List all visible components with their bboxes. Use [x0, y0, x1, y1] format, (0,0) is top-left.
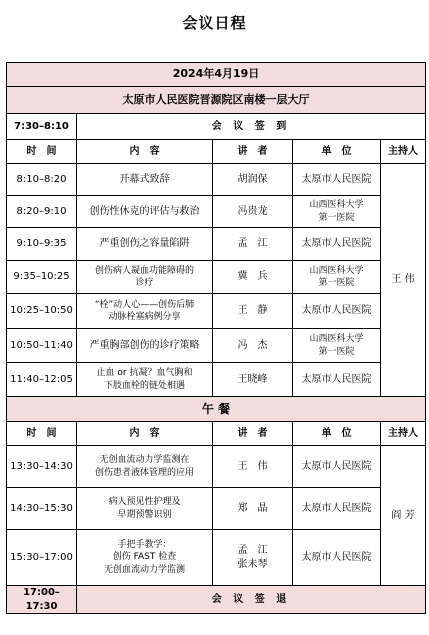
cell-line: 太原市人民医院: [301, 551, 372, 563]
cell-line: 郑 晶: [237, 502, 268, 514]
cell-line: 手把手教学：: [117, 540, 172, 551]
session-content: [77, 488, 213, 530]
cell-line: 动脉栓塞病例分享: [108, 312, 181, 322]
page-title: 会议日程: [182, 14, 247, 32]
session-unit: [293, 446, 381, 488]
cell-line: 第一医院: [318, 278, 355, 288]
session-unit: [293, 164, 381, 196]
cell-line: 第一医院: [318, 212, 355, 223]
lunch-row: [7, 397, 426, 422]
afternoon-header-row: [7, 422, 426, 446]
session-content: [77, 294, 213, 329]
session-speaker: [213, 329, 293, 363]
session-row: [7, 164, 426, 196]
cell-line: 无创血流动力学监测在: [99, 455, 190, 466]
cell-line: 病人预见性护理及: [108, 497, 181, 508]
cell-line: 诊疗: [135, 278, 154, 288]
session-row: [7, 488, 426, 530]
header-content: 内 容: [77, 140, 213, 164]
checkin-label: 会 议 签 到: [77, 114, 426, 140]
cell-line: 太原市人民医院: [301, 305, 372, 317]
cell-line: 太原市人民医院: [301, 460, 372, 472]
lunch-cell: 午 餐: [7, 397, 426, 422]
session-speaker: [213, 294, 293, 329]
session-speaker: [213, 196, 293, 228]
cell-line: 下肢血栓的链处相遇: [103, 380, 185, 391]
cell-line: 创伤 FAST 检查: [112, 552, 177, 563]
session-unit: [293, 329, 381, 363]
session-time: 15:30–17:00: [7, 530, 77, 586]
session-content: [77, 196, 213, 228]
session-content: [77, 329, 213, 363]
cell-line: 创伤性休克的评估与救治: [89, 205, 200, 217]
cell-line: 严重胸部创伤的诊疗策略: [89, 339, 200, 351]
venue-cell: 太原市人民医院晋源院区南楼一层大厅: [7, 87, 426, 114]
cell-line: 严重创伤之容量陷阱: [99, 238, 190, 250]
morning-header-row: [7, 140, 426, 164]
session-speaker: [213, 228, 293, 261]
cell-line: 止血 or 抗凝？血气胸和: [96, 368, 193, 379]
cell-line: 无创血流动力学监测: [103, 564, 185, 575]
session-row: [7, 363, 426, 397]
checkin-row: [7, 114, 426, 140]
session-unit: [293, 294, 381, 329]
session-unit: [293, 530, 381, 586]
session-time: 10:50–11:40: [7, 329, 77, 363]
session-unit: [293, 363, 381, 397]
cell-line: 孟 江: [237, 238, 268, 250]
header-unit: 单 位: [293, 422, 381, 446]
cell-line: 山西医科大学: [309, 334, 364, 345]
schedule-table: [6, 62, 426, 614]
cell-line: 第一医院: [318, 346, 355, 357]
session-unit: [293, 261, 381, 294]
date-cell: 2024年4月19日: [7, 63, 426, 87]
cell-line: 孟 江: [237, 545, 268, 556]
checkout-label: 会 议 签 退: [77, 586, 426, 614]
cell-line: 早期预警识别: [117, 509, 172, 520]
checkout-time: 17:00–17:30: [7, 586, 77, 614]
cell-line: 王 静: [237, 305, 268, 317]
session-row: [7, 294, 426, 329]
session-time: 8:10–8:20: [7, 164, 77, 196]
header-unit: 单 位: [293, 140, 381, 164]
header-host: 主持人: [381, 422, 426, 446]
session-unit: [293, 196, 381, 228]
session-content: [77, 446, 213, 488]
session-content: [77, 164, 213, 196]
venue-row: [7, 87, 426, 114]
header-time: 时 间: [7, 422, 77, 446]
session-host: 王 伟: [381, 164, 426, 397]
session-row: [7, 329, 426, 363]
session-time: 13:30–14:30: [7, 446, 77, 488]
cell-line: “栓”动人心——创伤后肺: [94, 299, 195, 310]
cell-line: 王 伟: [237, 460, 268, 472]
header-content: 内 容: [77, 422, 213, 446]
session-content: [77, 228, 213, 261]
checkout-row: [7, 586, 426, 614]
cell-line: 王晓峰: [237, 373, 268, 385]
cell-line: 冯 杰: [237, 339, 268, 351]
session-content: [77, 261, 213, 294]
cell-line: 太原市人民医院: [301, 238, 372, 250]
session-speaker: [213, 261, 293, 294]
cell-line: 太原市人民医院: [301, 173, 372, 185]
session-unit: [293, 488, 381, 530]
session-speaker: [213, 164, 293, 196]
header-speaker: 讲 者: [213, 140, 293, 164]
session-time: 9:10–9:35: [7, 228, 77, 261]
session-speaker: [213, 363, 293, 397]
cell-line: 创伤患者液体管理的应用: [94, 467, 194, 478]
cell-line: 张未琴: [237, 558, 268, 570]
session-row: [7, 261, 426, 294]
cell-line: 太原市人民医院: [301, 502, 372, 514]
cell-line: 山西医科大学: [309, 265, 364, 276]
session-time: 9:35–10:25: [7, 261, 77, 294]
header-speaker: 讲 者: [213, 422, 293, 446]
session-unit: [293, 228, 381, 261]
cell-line: 冯贵龙: [237, 205, 268, 217]
session-time: 14:30–15:30: [7, 488, 77, 530]
cell-line: 开幕式致辞: [119, 173, 170, 185]
session-content: [77, 530, 213, 586]
header-time: 时 间: [7, 140, 77, 164]
session-row: [7, 530, 426, 586]
session-speaker: [213, 488, 293, 530]
header-host: 主持人: [381, 140, 426, 164]
cell-line: 冀 兵: [237, 271, 268, 283]
session-time: 10:25–10:50: [7, 294, 77, 329]
session-time: 11:40–12:05: [7, 363, 77, 397]
cell-line: 山西医科大学: [309, 200, 364, 211]
session-row: [7, 228, 426, 261]
session-speaker: [213, 446, 293, 488]
cell-line: 胡润保: [237, 173, 268, 185]
checkin-time: 7:30–8:10: [7, 114, 77, 140]
session-row: [7, 196, 426, 228]
session-host: 阎 芳: [381, 446, 426, 586]
cell-line: 太原市人民医院: [301, 373, 372, 385]
cell-line: 创伤病人凝血功能障碍的: [94, 265, 194, 276]
date-row: [7, 63, 426, 87]
session-content: [77, 363, 213, 397]
session-time: 8:20–9:10: [7, 196, 77, 228]
session-row: [7, 446, 426, 488]
session-speaker: [213, 530, 293, 586]
